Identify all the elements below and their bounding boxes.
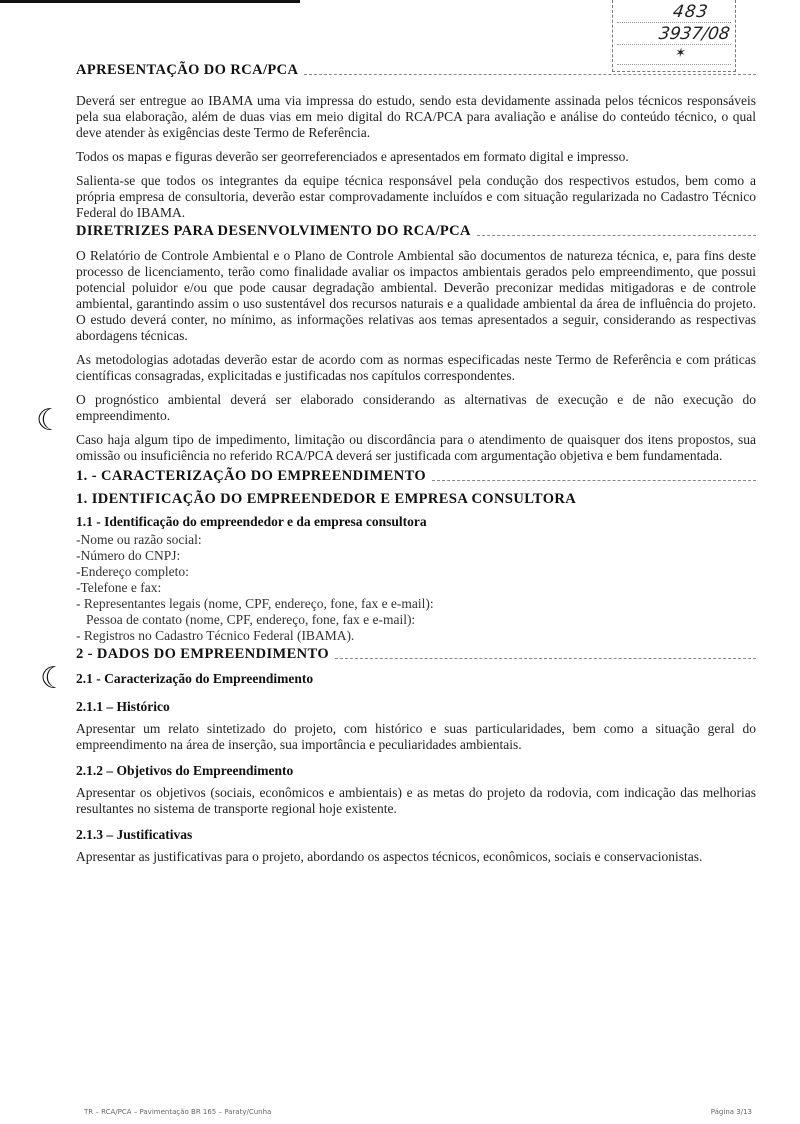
paragraph: Apresentar as justificativas para o projeto, abordando os aspectos técnicos, econômicos, sociais e conservacionistas. [76, 849, 703, 864]
footer-page-number: Página 3/13 [710, 1108, 752, 1116]
paragraph: Caso haja algum tipo de impedimento, limitação ou discordância para o atendimento de quaisquer dos itens propostos, sua omissão ou insuficiência no referido RCA/PCA deverá ser justificada com argumentação objetiva e bem fundamentada. [76, 432, 756, 463]
list-item: -Telefone e fax: [76, 580, 162, 595]
footer-document-ref: TR – RCA/PCA – Pavimentação BR 165 – Paraty/Cunha [84, 1108, 272, 1116]
stamp-handwritten-process: 3937/08 [657, 24, 732, 44]
section-title-diretrizes: DIRETRIZES PARA DESENVOLVIMENTO DO RCA/PCA [76, 223, 756, 240]
document-body [76, 62, 756, 865]
section-title-identificacao: 1. IDENTIFICAÇÃO DO EMPREENDEDOR E EMPRESA CONSULTORA [76, 491, 577, 507]
section-title-apresentacao: APRESENTAÇÃO DO RCA/PCA [76, 62, 756, 79]
stamp-handwritten-mark: ✶ [673, 46, 687, 61]
paragraph: Todos os mapas e figuras deverão ser georreferenciados e apresentados em formato digital e impresso. [76, 149, 629, 164]
hole-punch-mark: ☾ [40, 661, 67, 696]
subsection-title-historico: 2.1.1 – Histórico [76, 699, 170, 714]
list-item: -Número do CNPJ: [76, 548, 181, 563]
list-item: - Representantes legais (nome, CPF, endereço, fone, fax e e-mail): [76, 596, 434, 611]
section-title-dados: 2 - DADOS DO EMPREENDIMENTO [76, 646, 756, 663]
list-item: -Nome ou razão social: [76, 532, 202, 547]
paragraph: O prognóstico ambiental deverá ser elaborado considerando as alternativas de execução e de não execução do empreendimento. [76, 392, 756, 423]
identification-list [76, 532, 756, 644]
list-item: Pessoa de contato (nome, CPF, endereço, fone, fax e e-mail): [86, 612, 416, 627]
top-rule [0, 0, 300, 3]
list-item: -Endereço completo: [76, 564, 189, 579]
paragraph: O Relatório de Controle Ambiental e o Plano de Controle Ambiental são documentos de natureza técnica, e, para fins deste processo de licenciamento, terão como finalidade avaliar os impactos ambientais gerados pelo empreendimento, que possui potencial poluidor e/ou que pode causar degradação ambiental. Deverão preconizar medidas mitigadoras e de controle ambiental, garantindo assim o uso sustentável dos recursos naturais e a qualidade ambiental da área de influência do projeto. O estudo deverá conter, no mínimo, as informações relativas aos temas apresentados a seguir, considerando as respectivas abordagens técnicas. [76, 248, 756, 343]
subsection-title: 1.1 - Identificação do empreendedor e da empresa consultora [76, 514, 427, 529]
paragraph: Apresentar um relato sintetizado do projeto, com histórico e suas particularidades, bem como a situação geral do empreendimento na área de inserção, sua importância e peculiaridades ambientais. [76, 721, 756, 752]
hole-punch-mark: ☾ [36, 403, 63, 438]
subsection-title-objetivos: 2.1.2 – Objetivos do Empreendimento [76, 763, 294, 778]
stamp-handwritten-number: 483 [671, 2, 710, 22]
subsection-title: 2.1 - Caracterização do Empreendimento [76, 671, 314, 686]
paragraph: Deverá ser entregue ao IBAMA uma via impressa do estudo, sendo esta devidamente assinada pelos técnicos responsáveis pela sua elaboração, além de duas vias em meio digital do RCA/PCA para avaliação e análise do conteúdo técnico, o qual deve atender às exigências deste Termo de Referência. [76, 93, 756, 140]
page-footer [84, 1108, 752, 1116]
paragraph: Salienta-se que todos os integrantes da equipe técnica responsável pela condução dos respectivos estudos, bem como a própria empresa de consultoria, deverão estar comprovadamente incluídos e com situação regularizada no Cadastro Técnico Federal do IBAMA. [76, 173, 756, 220]
list-item: - Registros no Cadastro Técnico Federal (IBAMA). [76, 628, 355, 643]
stamp-line [617, 44, 731, 46]
paragraph: As metodologias adotadas deverão estar de acordo com as normas especificadas neste Termo de Referência e com práticas científicas consagradas, explicitadas e justificadas nos capítulos correspondentes. [76, 352, 756, 383]
paragraph: Apresentar os objetivos (sociais, econômicos e ambientais) e as metas do projeto da rodovia, com indicação das melhorias resultantes no sistema de transporte regional hoje existente. [76, 785, 756, 816]
subsection-title-justificativas: 2.1.3 – Justificativas [76, 827, 193, 842]
section-title-caracterizacao: 1. - CARACTERIZAÇÃO DO EMPREENDIMENTO [76, 468, 756, 485]
